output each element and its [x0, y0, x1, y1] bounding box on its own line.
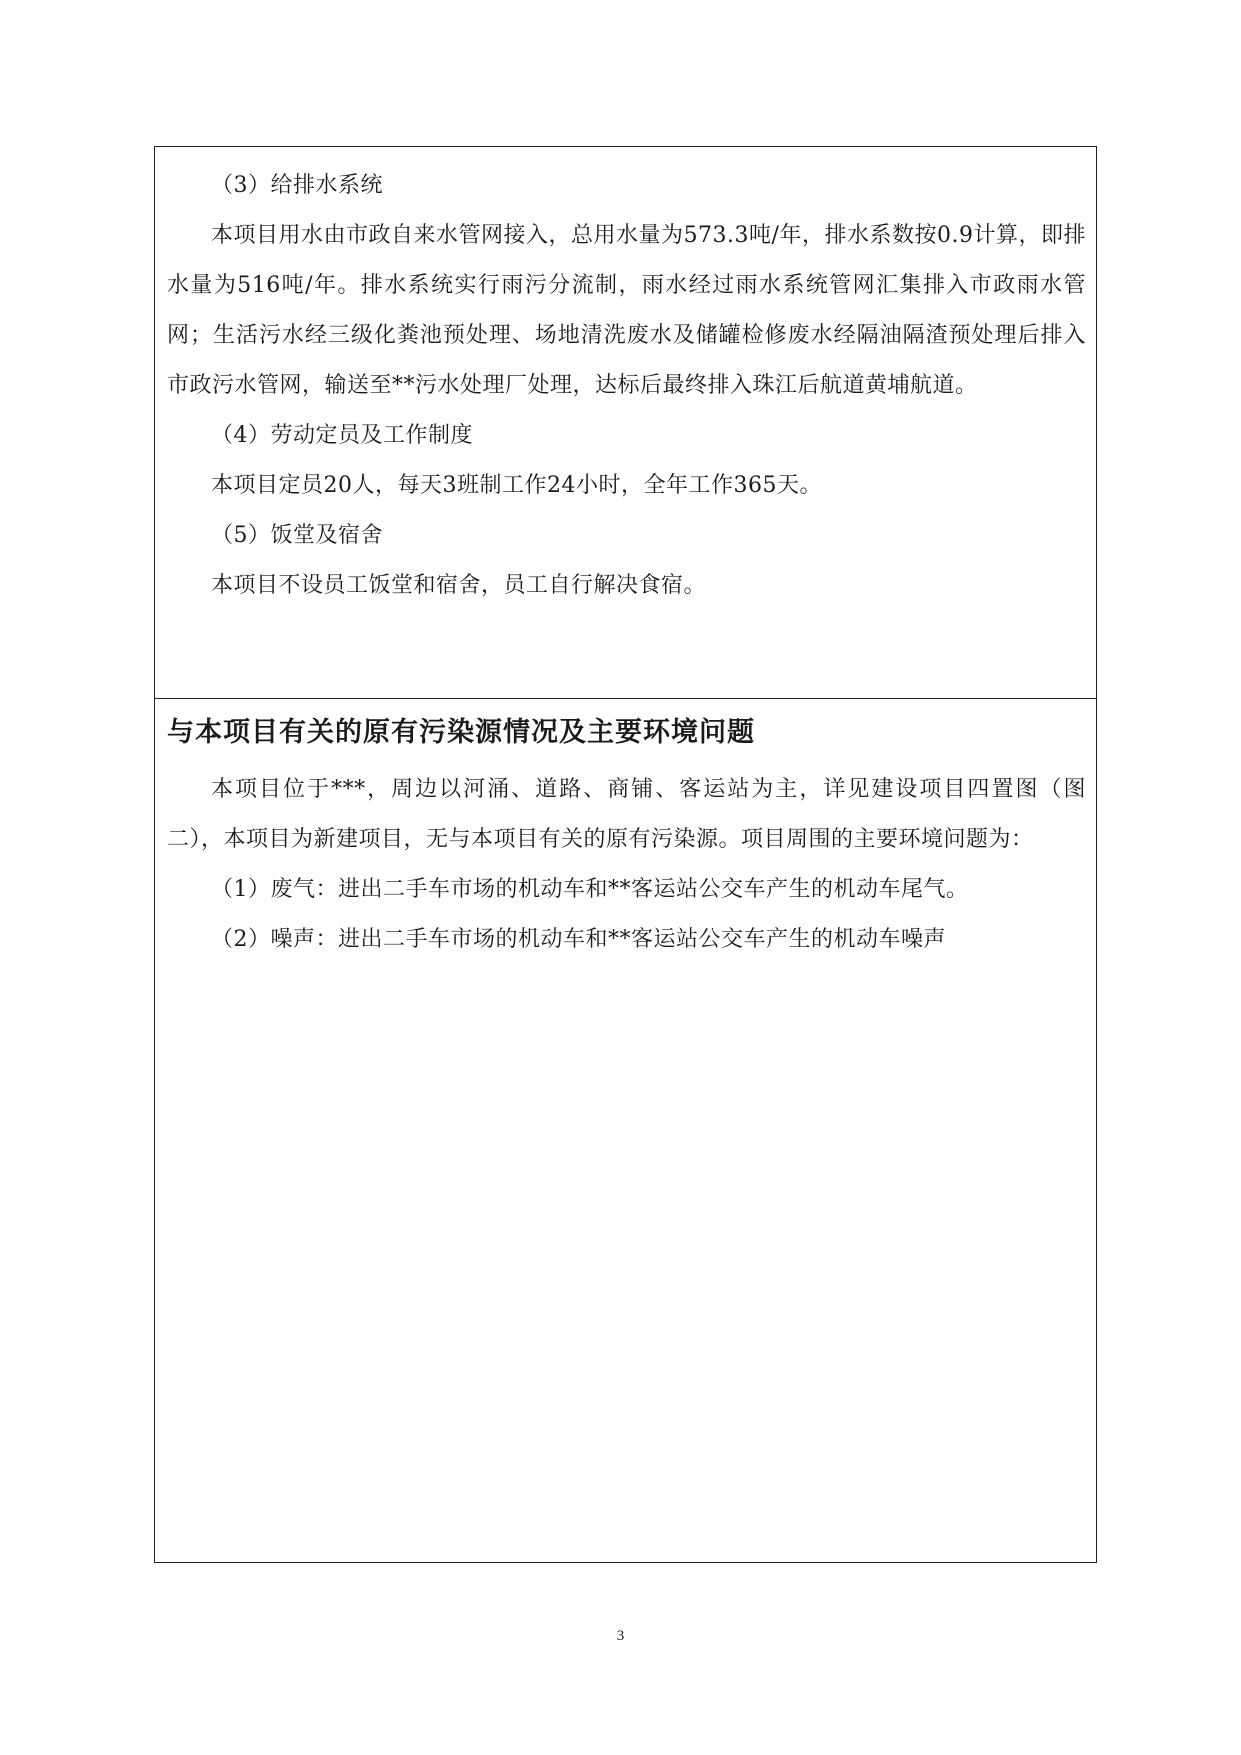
page-number: 3	[616, 1628, 625, 1644]
location-paragraph: 本项目位于***，周边以河涌、道路、商铺、客运站为主，详见建设项目四置图（图二），本项目为新建项目，无与本项目有关的原有污染源。项目周围的主要环境问题为：	[167, 777, 1086, 852]
noise-item: （2）噪声：进出二手车市场的机动车和**客运站公交车产生的机动车噪声	[211, 927, 946, 952]
water-system-subhead: （3）给排水系统	[211, 173, 383, 198]
pollution-issues-cell	[155, 699, 1096, 1562]
water-system-paragraph: 本项目用水由市政自来水管网接入，总用水量为573.3吨/年，排水系数按0.9计算，即排水量为516吨/年。排水系统实行雨污分流制，雨水经过雨水系统管网汇集排入市政雨水管网；生活污水经三级化粪池预处理、场地清洗废水及储罐检修废水经隔油隔渣预处理后排入市政污水管网，输送至**污水处理厂处理，达标后最终排入珠江后航道黄埔航道。	[167, 223, 1086, 398]
report-table	[154, 146, 1097, 1563]
exhaust-gas-item: （1）废气：进出二手车市场的机动车和**客运站公交车产生的机动车尾气。	[211, 877, 969, 902]
canteen-paragraph: 本项目不设员工饭堂和宿舍，员工自行解决食宿。	[211, 573, 707, 598]
staffing-paragraph: 本项目定员20人，每天3班制工作24小时，全年工作365天。	[211, 473, 822, 498]
canteen-subhead: （5）饭堂及宿舍	[211, 523, 383, 548]
section-heading: 与本项目有关的原有污染源情况及主要环境问题	[167, 717, 755, 748]
staffing-subhead: （4）劳动定员及工作制度	[211, 423, 473, 448]
project-details-cell	[155, 147, 1096, 699]
